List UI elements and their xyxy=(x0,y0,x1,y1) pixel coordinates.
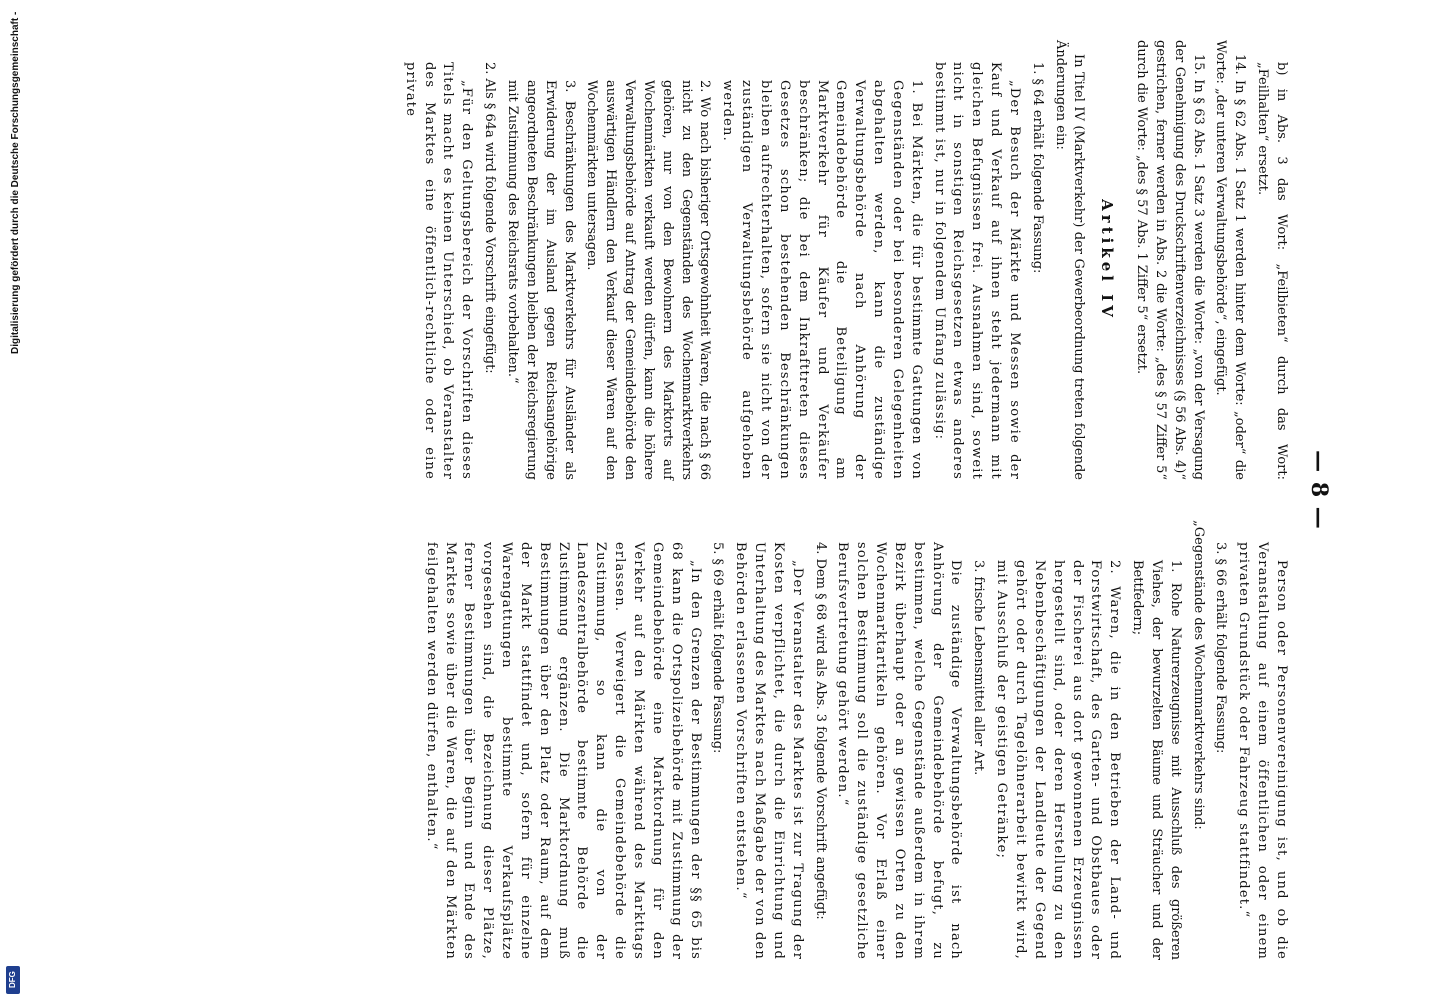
scanned-page xyxy=(40,0,1340,980)
page-number: — 8 — xyxy=(1306,450,1332,530)
left-column xyxy=(396,40,1290,480)
section-66-item-3: 3. frische Lebensmittel aller Art. xyxy=(971,560,987,776)
section-66-text: Die zuständige Verwaltungsbehörde ist nach Anhörung der Gemeindebehörde befugt, zu bestimmen, welche Gegenstände außerdem in ihrem Bezirk überhaupt oder an gewissen Orten zu den Wochenmarktartikeln gehören. Vor Erlaß einer solchen Bestimmung soll die zuständige gesetzliche Berufsvertretung gehört werden.“ xyxy=(835,542,964,960)
section-68-text: „Der Veranstalter des Marktes ist zur Tragung der Kosten verpflichtet, die durch die Einrichtung und Unterhaltung des Marktes nach Maßgabe der von den Behörden erlassenen Vorschriften entstehen.“ xyxy=(733,542,805,960)
section-64-item-1: 1. Bei Märkten, die für bestimmte Gattungen von Gegenständen oder bei besonderen Gelegenheiten abgehalten werden, kann die zuständige Verwaltungsbehörde nach Anhörung der Gemeindebehörde die Beteiligung am Marktverkehr für Käufer und Verkäufer beschränken; die bei dem Inkrafttreten dieses Gesetzes schon bestehenden Beschränkungen bleiben aufrechterhalten, sofern sie nicht von der zuständigen Verwaltungsbehörde aufgehoben werden. xyxy=(720,80,924,480)
item-1: 1. § 64 erhält folgende Fassung: xyxy=(1029,62,1045,274)
item-3: 3. § 66 erhält folgende Fassung: xyxy=(1213,542,1229,754)
section-64-item-2: 2. Wo nach bisheriger Ortsgewohnheit Waren, die nach § 66 nicht zu den Gegenständen des Wochenmarktverkehrs gehören, nur von den Bewohnern des Marktorts auf Wochenmärkten verkauft werden dürfen, kann die höhere Verwaltungsbehörde auf Antrag der Gemeindebehörde den auswärtigen Händlern den Verkauf dieser Waren auf den Wochenmärkten untersagen. xyxy=(584,80,713,480)
dfg-logo: DFG xyxy=(6,966,20,994)
section-69-text: „In den Grenzen der Bestimmungen der §§ 65 bis 68 kann die Ortspolizeibehörde mit Zustimmung der Gemeindebehörde eine Marktordnung für den Verkehr auf den Märkten während des Markttags erlassen. Verweigert die Gemeindebehörde die Zustimmung, so kann die von der Landeszentralbehörde bestimmte Behörde die Zustimmung ergänzen. Die Marktordnung muß Bestimmungen über den Platz oder Raum, auf dem der Markt stattfindet und, sofern für einzelne Warengattungen bestimmte Verkaufsplätze vorgesehen sind, die Bezeichnung dieser Plätze, ferner Bestimmungen über Beginn und Ende des Marktes sowie über die Waren, die auf den Märkten feilgehalten werden dürfen, enthalten.“ xyxy=(423,542,703,960)
right-column xyxy=(417,520,1290,960)
item-4: 4. Dem § 68 wird als Abs. 3 folgende Vorschrift angefügt: xyxy=(812,542,828,920)
section-64-item-3: 3. Beschränkungen des Marktverkehrs für Ausländer als Erwiderung der im Ausland gegen Reichsangehörige angeordneten Beschränkungen bleiben der Reichsregierung mit Zustimmung des Reichsrats vorbehalten.“ xyxy=(505,80,577,480)
paragraph-14: 14. In § 62 Abs. 1 Satz 1 werden hinter dem Worte: „oder“ die Worte: „der unteren Verwaltungsbehörde“, eingefügt. xyxy=(1213,40,1248,480)
section-66-item-2: 2. Waren, die in den Betrieben der Land- und Forstwirtschaft, des Garten- und Obstbaues oder der Fischerei aus dort gewonnenen Erzeugnissen hergestellt sind, oder deren Herstellung zu den Nebenbeschäftigungen der Landleute der Gegend gehört oder durch Tagelöhnerarbeit bewirkt wird, mit Ausschluß der geistigen Getränke; xyxy=(994,560,1123,960)
item-2: 2. Als § 64a wird folgende Vorschrift eingefügt: xyxy=(482,62,498,374)
article-intro: In Titel IV (Marktverkehr) der Gewerbeordnung treten folgende Änderungen ein: xyxy=(1052,40,1087,480)
section-64a-continued: Person oder Personenvereinigung ist, und ob die Veranstaltung auf einem öffentlichen oder einem privaten Grundstück oder Fahrzeug stattfindet.“ xyxy=(1236,542,1289,960)
section-66-intro: „Gegenstände des Wochenmarktverkehrs sind: xyxy=(1190,520,1206,830)
section-64a-text: „Für den Geltungsbereich der Vorschriften dieses Titels macht es keinen Unterschied, ob Veranstalter des Marktes eine öffentlich-rechtliche oder eine private xyxy=(402,62,475,480)
section-64-text: „Der Besuch der Märkte und Messen sowie der Kauf und Verkauf auf ihnen steht jedermann mit gleichen Befugnissen frei. Ausnahmen sind, soweit nicht in sonstigen Reichsgesetzen etwas anderes bestimmt ist, nur in folgendem Umfang zulässig: xyxy=(931,62,1022,480)
section-66-item-1: 1. Rohe Naturerzeugnisse mit Ausschluß des größeren Viehes, der bewurzelten Bäume und Sträucher und der Bettfedern; xyxy=(1130,560,1183,960)
paragraph-b: b) in Abs. 3 das Wort: „Feilbieten“ durch das Wort: „Feilhalten“ ersetzt. xyxy=(1255,62,1289,480)
item-5: 5. § 69 erhält folgende Fassung: xyxy=(710,542,726,754)
article-heading: Artikel IV xyxy=(1098,199,1117,321)
digitization-credit: Digitalisierung gefördert durch die Deutsche Forschungsgemeinschaft - xyxy=(10,12,21,355)
paragraph-15: 15. In § 63 Abs. 1 Satz 3 werden die Worte: „von der Versagung der Genehmigung des Druckschriftenverzeichnisses (§ 56 Abs. 4)“ gestrichen, ferner werden in Abs. 2 die Worte: „des § 57 Ziffer 5“ durch die Worte: „des § 57 Abs. 1 Ziffer 5“ ersetzt. xyxy=(1134,40,1206,480)
